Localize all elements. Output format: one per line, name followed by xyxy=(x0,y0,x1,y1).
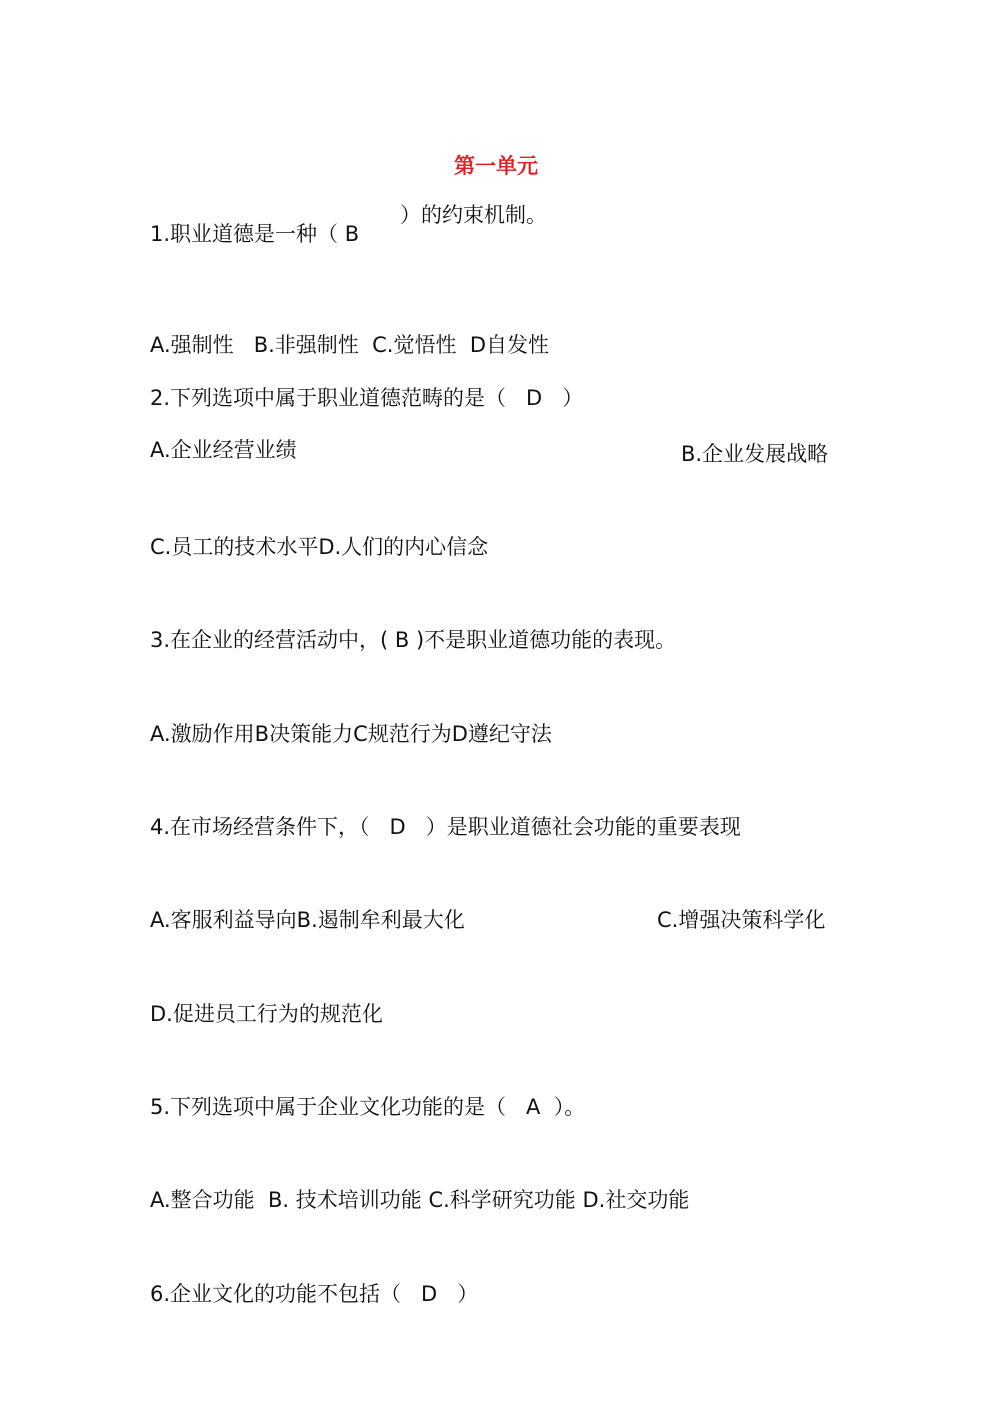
question-3-options: A.激励作用B决策能力C规范行为D遵纪守法 xyxy=(150,722,552,746)
question-5-options: A.整合功能 B. 技术培训功能 C.科学研究功能 D.社交功能 xyxy=(150,1188,690,1212)
question-4-options-ab: A.客服利益导向B.遏制牟利最大化 xyxy=(150,908,465,932)
question-1-end: ）的约束机制。 xyxy=(400,203,547,227)
question-2-options-cd: C.员工的技术水平D.人们的内心信念 xyxy=(150,535,489,559)
question-4-option-d: D.促进员工行为的规范化 xyxy=(150,1002,383,1026)
question-1-options: A.强制性 B.非强制性 C.觉悟性 D自发性 xyxy=(150,333,549,357)
question-4-option-c: C.增强决策科学化 xyxy=(657,908,826,932)
unit-title: 第一单元 xyxy=(454,154,538,178)
question-2-option-a: A.企业经营业绩 xyxy=(150,438,297,462)
question-5: 5.下列选项中属于企业文化功能的是（ A ）。 xyxy=(150,1095,586,1119)
question-2-option-b: B.企业发展战略 xyxy=(681,442,829,466)
question-1-start: 1.职业道德是一种（ B xyxy=(150,222,360,246)
question-2: 2.下列选项中属于职业道德范畴的是（ D ） xyxy=(150,386,584,410)
question-3: 3.在企业的经营活动中，( B )不是职业道德功能的表现。 xyxy=(150,628,677,652)
question-6: 6.企业文化的功能不包括（ D ） xyxy=(150,1282,479,1306)
question-4: 4.在市场经营条件下，（ D ）是职业道德社会功能的重要表现 xyxy=(150,815,741,839)
